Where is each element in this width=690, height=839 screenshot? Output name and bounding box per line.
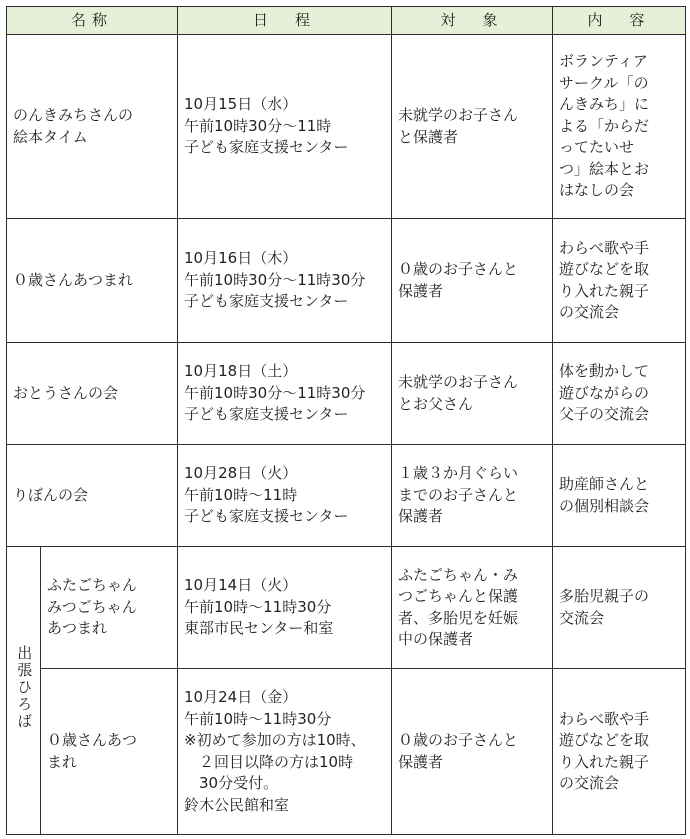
event-content: 体を動かして 遊びながらの 父子の交流会 (553, 343, 686, 445)
event-name: ０歳さんあつまれ (7, 219, 178, 343)
table-row (7, 669, 686, 835)
header-target: 対 象 (392, 7, 553, 35)
event-schedule: 10月18日（土） 午前10時30分～11時30分 子ども家庭支援センター (178, 343, 392, 445)
table-row (7, 445, 686, 547)
event-content: わらべ歌や手 遊びなどを取 り入れた親子 の交流会 (553, 219, 686, 343)
event-target: 未就学のお子さん とお父さん (392, 343, 553, 445)
event-target: ０歳のお子さんと 保護者 (392, 669, 553, 835)
event-content: 多胎児親子の 交流会 (553, 547, 686, 669)
header-row (7, 7, 686, 35)
event-schedule: 10月16日（木） 午前10時30分～11時30分 子ども家庭支援センター (178, 219, 392, 343)
header-schedule: 日 程 (178, 7, 392, 35)
event-schedule: 10月15日（水） 午前10時30分～11時 子ども家庭支援センター (178, 35, 392, 219)
event-content: わらべ歌や手 遊びなどを取 り入れた親子 の交流会 (553, 669, 686, 835)
header-content: 内 容 (553, 7, 686, 35)
event-target: ふたごちゃん・み つごちゃんと保護 者、多胎児を妊娠 中の保護者 (392, 547, 553, 669)
event-target: 未就学のお子さん と保護者 (392, 35, 553, 219)
event-schedule-table (6, 6, 686, 835)
event-name: ふたごちゃん みつごちゃん あつまれ (41, 547, 178, 669)
event-name: りぼんの会 (7, 445, 178, 547)
event-content: ボランティア サークル「の んきみち」に よる「からだ ってたいせ つ」絵本とお はなしの会 (553, 35, 686, 219)
table-row (7, 35, 686, 219)
table-row (7, 343, 686, 445)
event-name: おとうさんの会 (7, 343, 178, 445)
event-name: のんきみちさんの 絵本タイム (7, 35, 178, 219)
event-target: ０歳のお子さんと 保護者 (392, 219, 553, 343)
event-target: １歳３か月ぐらい までのお子さんと 保護者 (392, 445, 553, 547)
event-name: ０歳さんあつ まれ (41, 669, 178, 835)
event-content: 助産師さんと の個別相談会 (553, 445, 686, 547)
event-schedule: 10月14日（火） 午前10時～11時30分 東部市民センター和室 (178, 547, 392, 669)
outreach-group-label: 出張ひろば (7, 547, 41, 835)
event-schedule: 10月24日（金） 午前10時～11時30分 ※初めて参加の方は10時、 ２回目以降の方は10時 30分受付。 鈴木公民館和室 (178, 669, 392, 835)
header-name: 名称 (7, 7, 178, 35)
event-schedule: 10月28日（火） 午前10時～11時 子ども家庭支援センター (178, 445, 392, 547)
table-row (7, 219, 686, 343)
table-row (7, 547, 686, 669)
